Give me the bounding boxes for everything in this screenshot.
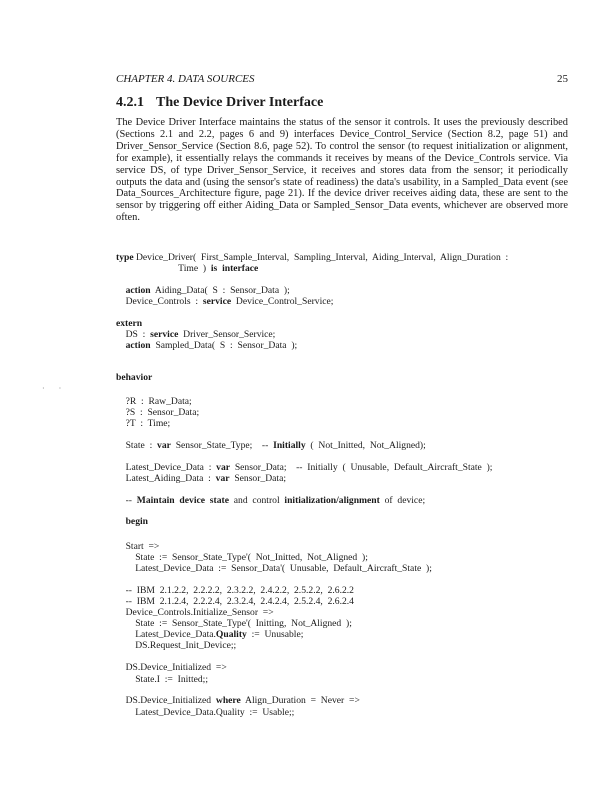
code-line — [116, 640, 236, 651]
code-text: Latest_Aiding_Data : — [116, 473, 216, 484]
code-line — [116, 618, 352, 629]
code-line — [116, 495, 425, 506]
section-heading — [116, 95, 323, 111]
code-line — [116, 707, 294, 718]
code-keyword: behavior — [116, 372, 153, 383]
section-number: 4.2.1 — [116, 95, 144, 110]
code-keyword: action — [125, 285, 151, 296]
code-keyword: Quality — [215, 629, 247, 640]
code-text: and control — [228, 495, 285, 506]
code-line — [116, 607, 274, 618]
code-text: DS : — [116, 329, 151, 340]
code-line — [116, 473, 286, 484]
code-line — [116, 629, 303, 640]
code-line — [116, 372, 152, 383]
code-text: -- — [116, 495, 137, 506]
code-text: State := Sensor_State_Type'( Initting, Not_Aligned ); — [116, 618, 352, 629]
page-number: 25 — [557, 73, 568, 85]
code-text: := Unusable; — [246, 629, 304, 640]
code-line — [116, 296, 333, 307]
code-text: of device; — [379, 495, 426, 506]
code-keyword: type — [116, 252, 134, 263]
code-text: ?T : Time; — [116, 418, 171, 429]
code-keyword: initialization/alignment — [284, 495, 380, 506]
code-keyword: action — [125, 340, 151, 351]
code-text: Sensor_Data; — [229, 473, 287, 484]
code-text: Driver_Sensor_Service; — [178, 329, 276, 340]
code-keyword: extern — [116, 318, 143, 329]
code-keyword: Initially — [273, 440, 306, 451]
code-text: ?S : Sensor_Data; — [116, 407, 200, 418]
code-text: Latest_Device_Data. — [116, 629, 216, 640]
code-line — [116, 340, 297, 351]
code-text: Device_Controls.Initialize_Sensor => — [116, 607, 274, 618]
code-text: DS.Request_Init_Device;; — [116, 640, 237, 651]
scan-artifact: · · — [42, 384, 68, 393]
code-text: Device_Control_Service; — [231, 296, 334, 307]
code-text: ( Not_Initted, Not_Aligned); — [305, 440, 426, 451]
code-keyword: var — [216, 462, 231, 473]
code-line — [116, 407, 199, 418]
code-text: Sampled_Data( S : Sensor_Data ); — [150, 340, 298, 351]
code-line — [116, 252, 508, 263]
code-text: DS.Device_Initialized => — [116, 662, 227, 673]
code-text: Device_Driver( First_Sample_Interval, Sampling_Interval, Aiding_Interval, Align_Duration : — [133, 252, 509, 263]
code-text — [116, 285, 126, 296]
code-keyword: service — [202, 296, 232, 307]
code-keyword: service — [150, 329, 179, 340]
code-text: Latest_Device_Data : — [116, 462, 217, 473]
code-line — [116, 563, 432, 574]
code-text: State : — [116, 440, 158, 451]
code-line — [116, 695, 360, 706]
running-header: CHAPTER 4. DATA SOURCES — [116, 73, 255, 85]
code-line — [116, 674, 208, 685]
code-text: Sensor_Data; -- Initially ( Unusable, Default_Aircraft_State ); — [230, 462, 493, 473]
section-title: The Device Driver Interface — [156, 95, 324, 110]
code-line — [116, 440, 426, 451]
code-line — [116, 596, 354, 607]
code-line — [116, 662, 227, 673]
code-text — [116, 340, 126, 351]
code-line — [116, 541, 159, 552]
code-keyword: begin — [125, 516, 148, 527]
code-keyword: is interface — [210, 263, 259, 274]
code-text: -- IBM 2.1.2.2, 2.2.2.2, 2.3.2.2, 2.4.2.2, 2.5.2.2, 2.6.2.2 — [116, 585, 354, 596]
code-text: Latest_Device_Data.Quality := Usable;; — [116, 707, 295, 718]
code-text: Aiding_Data( S : Sensor_Data ); — [150, 285, 290, 296]
code-text: Latest_Device_Data := Sensor_Data'( Unusable, Default_Aircraft_State ); — [116, 563, 432, 574]
code-text: State.I := Initted;; — [116, 674, 209, 685]
code-line — [116, 516, 148, 527]
code-keyword: Maintain device state — [136, 495, 229, 506]
code-line — [116, 263, 258, 274]
code-text — [116, 516, 126, 527]
code-keyword: where — [215, 695, 241, 706]
code-text: Sensor_State_Type; -- — [170, 440, 274, 451]
code-text: Device_Controls : — [116, 296, 203, 307]
code-line — [116, 318, 142, 329]
code-keyword: var — [215, 473, 230, 484]
code-text: ?R : Raw_Data; — [116, 396, 192, 407]
code-text: Align_Duration = Never => — [240, 695, 360, 706]
code-text: Start => — [116, 541, 160, 552]
code-text: Time ) — [116, 263, 211, 274]
code-text: -- IBM 2.1.2.4, 2.2.2.4, 2.3.2.4, 2.4.2.4, 2.5.2.4, 2.6.2.4 — [116, 596, 354, 607]
intro-paragraph: The Device Driver Interface maintains the status of the sensor it controls. It uses the previously described (Sections 2.1 and 2.2, pages 6 and 9) interfaces Device_Control_Service (Section 8.2, page 51) and Driver_Sensor_Service (Section 8.6, page 52). To control the sensor (to request initialization or alignment, for example), it essentially relays the commands it receives by means of the Device_Controls service. Via service DS, of type Driver_Sensor_Service, it receives and stores data from the sensor; it periodically outputs the data and (using the sensor's state of readiness) the data's usability, in a Sampled_Data event (see Data_Sources_Architecture figure, page 21). If the device driver receives aiding data, these are sent to the sensor by triggering off either Aiding_Data or Sampled_Sensor_Data events, whichever are observed more often. — [116, 117, 568, 224]
code-line — [116, 585, 354, 596]
code-line — [116, 285, 290, 296]
code-line — [116, 552, 368, 563]
code-line — [116, 396, 192, 407]
code-line — [116, 462, 492, 473]
code-text: DS.Device_Initialized — [116, 695, 216, 706]
code-line — [116, 418, 170, 429]
code-text: State := Sensor_State_Type'( Not_Initted, Not_Aligned ); — [116, 552, 368, 563]
code-keyword: var — [157, 440, 171, 451]
code-line — [116, 329, 275, 340]
